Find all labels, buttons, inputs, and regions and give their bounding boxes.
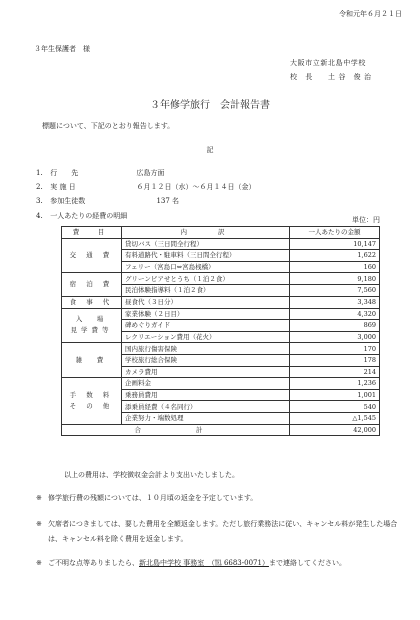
item-label: 一人あたりの経費の明細 bbox=[50, 212, 128, 220]
after-table-text: 以上の費用は、学校徴収金会計より支出いたしました。 bbox=[64, 471, 239, 479]
note-text: 修学旅行費の残額については、１０月頃の返金を予定しています。 bbox=[48, 494, 258, 502]
cost-detail: 有料道路代・駐車料（三日間全行程） bbox=[122, 250, 290, 262]
item-participants bbox=[36, 196, 179, 206]
cost-amount: 7,560 bbox=[290, 284, 380, 296]
cost-detail: 貸切バス（三日間全行程） bbox=[122, 238, 290, 250]
table-row bbox=[62, 296, 380, 308]
cost-amount: 178 bbox=[290, 354, 380, 366]
note-text: ご不明な点等ありましたら、 bbox=[48, 559, 139, 567]
note-absence bbox=[36, 517, 408, 547]
cost-amount: 540 bbox=[290, 401, 380, 413]
item-label: 参加生徒数 bbox=[50, 197, 86, 205]
intro-text: 標題について、下記のとおり報告します。 bbox=[42, 122, 175, 130]
school-name: 大阪市立新北島中学校 bbox=[290, 59, 366, 67]
cost-amount: △1,545 bbox=[290, 412, 380, 424]
cost-detail: 民泊体験指導料（１泊２食） bbox=[122, 284, 290, 296]
note-mark: ※ bbox=[36, 494, 42, 502]
item-number: 4. bbox=[36, 212, 43, 220]
table-row bbox=[62, 238, 380, 250]
cost-detail: 乗務員費用 bbox=[122, 389, 290, 401]
table-row bbox=[62, 378, 380, 390]
item-destination bbox=[36, 168, 164, 178]
cost-detail: 企業努力・端数処理 bbox=[122, 412, 290, 424]
cost-amount: 9,180 bbox=[290, 273, 380, 285]
cost-category: 交 通 費 bbox=[62, 238, 122, 273]
cost-amount: 160 bbox=[290, 261, 380, 273]
cost-detail: フェリー（宮島口⇔宮島桟橋） bbox=[122, 261, 290, 273]
table-row bbox=[62, 343, 380, 355]
item-number: 3. bbox=[36, 197, 43, 205]
cost-amount: 214 bbox=[290, 366, 380, 378]
item-number: 2. bbox=[36, 183, 43, 191]
item-value: 広島方面 bbox=[136, 169, 165, 177]
table-row bbox=[62, 308, 380, 320]
cost-detail: 企画料金 bbox=[122, 378, 290, 390]
note-contact bbox=[36, 556, 408, 571]
contact-office: 新北島中学校 事務室 （℡ 6683-0071） bbox=[139, 559, 269, 567]
note-text: 欠席者につきましては、要した費用を全額返金します。ただし旅行業務法に従い、キャンセル料が発生した場合は、キャンセル料を除く費用を返金します。 bbox=[48, 520, 398, 543]
item-cost-breakdown bbox=[36, 211, 127, 221]
cost-category: 食 事 代 bbox=[62, 296, 122, 308]
table-header-row bbox=[62, 227, 380, 239]
unit-label: 単位：円 bbox=[352, 216, 380, 224]
cost-amount: 1,622 bbox=[290, 250, 380, 262]
cost-category: 宿 泊 費 bbox=[62, 273, 122, 296]
total-amount: 42,000 bbox=[290, 424, 380, 436]
header-detail: 内 訳 bbox=[122, 227, 290, 239]
cost-detail: 国内旅行傷害保険 bbox=[122, 343, 290, 355]
cost-amount: 3,348 bbox=[290, 296, 380, 308]
cost-category: 入 場 見学費等 bbox=[62, 308, 122, 343]
cost-detail: 家業体験（２日目） bbox=[122, 308, 290, 320]
header-amount: 一人あたりの金額 bbox=[290, 227, 380, 239]
cost-detail: 碑めぐりガイド bbox=[122, 320, 290, 332]
ki-heading: 記 bbox=[206, 146, 214, 154]
cost-table bbox=[61, 226, 380, 436]
cost-amount: 10,147 bbox=[290, 238, 380, 250]
cost-table-body bbox=[62, 238, 380, 424]
cost-amount: 4,320 bbox=[290, 308, 380, 320]
cost-amount: 3,000 bbox=[290, 331, 380, 343]
note-text: まで連絡してください。 bbox=[268, 559, 346, 567]
item-number: 1. bbox=[36, 169, 43, 177]
document-title: ３年修学旅行 会計報告書 bbox=[150, 100, 270, 111]
cost-amount: 170 bbox=[290, 343, 380, 355]
cost-detail: 添乗員経費（４名同行） bbox=[122, 401, 290, 413]
cost-amount: 1,001 bbox=[290, 389, 380, 401]
cost-amount: 1,236 bbox=[290, 378, 380, 390]
header-category: 費 目 bbox=[62, 227, 122, 239]
cost-category: 雑 費 bbox=[62, 343, 122, 378]
note-remaining bbox=[36, 491, 408, 506]
item-value: ６月１２日（水）～６月１４日（金） bbox=[136, 183, 256, 191]
cost-amount: 869 bbox=[290, 320, 380, 332]
item-label: 行 先 bbox=[50, 169, 79, 177]
cost-detail: 学校旅行総合保険 bbox=[122, 354, 290, 366]
table-row bbox=[62, 273, 380, 285]
cost-detail: 昼食代（３日分） bbox=[122, 296, 290, 308]
item-value: 137 名 bbox=[156, 197, 180, 205]
item-dates bbox=[36, 182, 255, 192]
addressee: ３年生保護者 様 bbox=[34, 45, 90, 53]
total-row bbox=[62, 424, 380, 436]
item-label: 実 施 日 bbox=[50, 183, 76, 191]
note-mark: ※ bbox=[36, 520, 42, 528]
note-mark: ※ bbox=[36, 559, 42, 567]
cost-category: 手 数 料 そ の 他 bbox=[62, 378, 122, 424]
cost-detail: レクリエーション費用（花火） bbox=[122, 331, 290, 343]
report-date: 令和元年６月２１日 bbox=[339, 10, 402, 18]
cost-detail: グリーンピアせとうち（１泊２食） bbox=[122, 273, 290, 285]
cost-detail: カメラ費用 bbox=[122, 366, 290, 378]
total-label: 合 計 bbox=[62, 424, 290, 436]
principal-name: 校 長 土 谷 俊 治 bbox=[290, 73, 372, 81]
